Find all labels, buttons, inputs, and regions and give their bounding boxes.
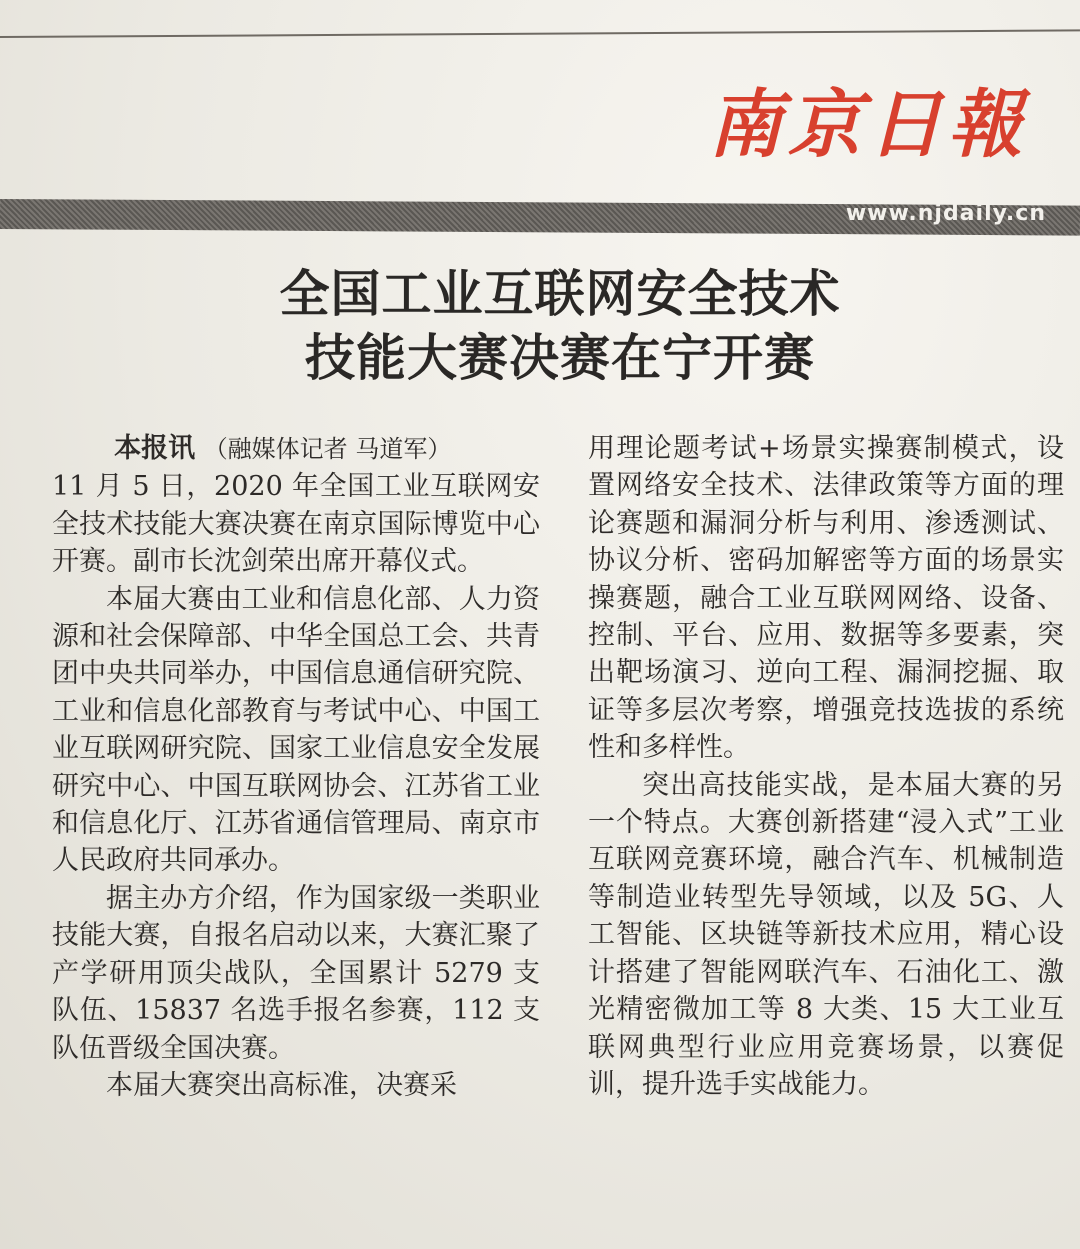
top-rule <box>0 29 1080 38</box>
paragraph-4-start: 本届大赛突出高标准，决赛采 <box>106 1069 457 1101</box>
byline <box>52 430 540 468</box>
article-column-right <box>588 430 1064 1103</box>
headline-line-2: 技能大赛决赛在宁开赛 <box>305 329 815 387</box>
website-url: www.njdaily.cn <box>845 201 1046 226</box>
paragraph-2: 本届大赛由工业和信息化部、人力资源和社会保障部、中华全国总工会、共青团中央共同举办，中国信息通信研究院、工业和信息化部教育与考试中心、中国工业互联网研究院、国家工业信息安全发展研究中心、中国互联网协会、江苏省工业和信息化厅、江苏省通信管理局、南京市人民政府共同承办。 <box>52 583 540 877</box>
paragraph-3: 据主办方介绍，作为国家级一类职业技能大赛，自报名启动以来，大赛汇聚了产学研用顶尖战队，全国累计 5279 支队伍、15837 名选手报名参赛，112 支队伍晋级全国决赛。 <box>52 882 540 1064</box>
newspaper-logo: 南京日報 <box>708 82 1028 168</box>
headline-line-1: 全国工业互联网安全技术 <box>279 265 841 323</box>
paragraph-5: 突出高技能实战，是本届大赛的另一个特点。大赛创新搭建“浸入式”工业互联网竞赛环境，融合汽车、机械制造等制造业转型先导领域，以及 5G、人工智能、区块链等新技术应用，精心设计搭建了智能网联汽车、石油化工、激光精密微加工等 8 大类、15 大工业互联网典型行业应用竞赛场景，以赛促训，提升选手实战能力。 <box>588 769 1064 1100</box>
byline-head: 本报讯 <box>114 433 196 464</box>
paragraph-4-continued: 用理论题考试+场景实操赛制模式，设置网络安全技术、法律政策等方面的理论赛题和漏洞分析与利用、渗透测试、协议分析、密码加解密等方面的场景实操赛题，融合工业互联网网络、设备、控制、平台、应用、数据等多要素，突出靶场演习、逆向工程、漏洞挖掘、取证等多层次考察，增强竞技选拔的系统性和多样性。 <box>588 433 1064 764</box>
article-column-left <box>52 430 540 1104</box>
article-headline <box>0 262 1080 390</box>
byline-reporter: （融媒体记者 马道军） <box>203 435 452 463</box>
paragraph-1: 11 月 5 日，2020 年全国工业互联网安全技术技能大赛决赛在南京国际博览中心开赛。副市长沈剑荣出席开幕仪式。 <box>52 471 540 578</box>
